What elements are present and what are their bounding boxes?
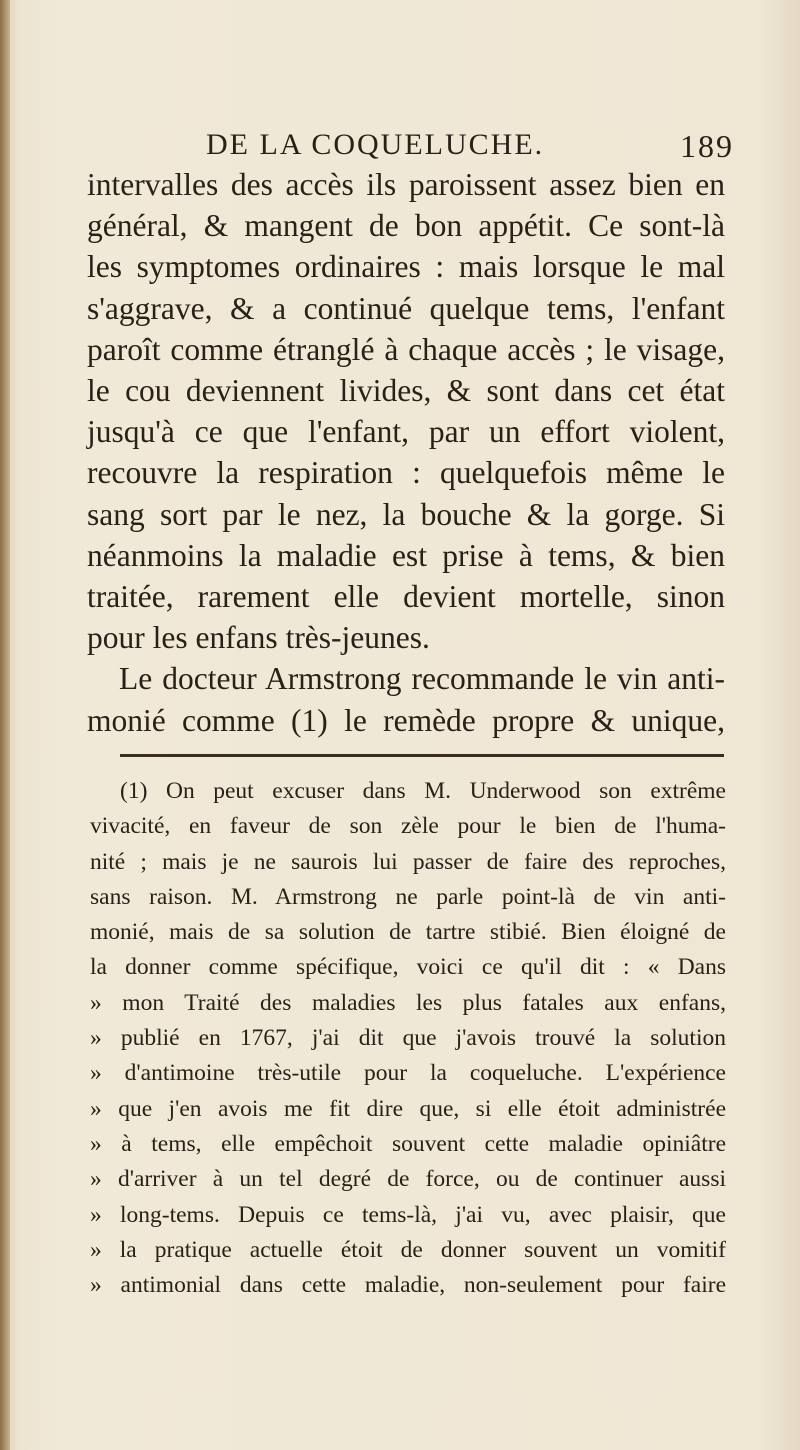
footnote-line: (1) On peut excuser dans M. Underwood son extrême [120,778,726,804]
body-line: général, & mangent de bon appétit. Ce sont-là [87,208,725,244]
footnote-rule [120,754,724,757]
body-line: le cou deviennent livides, & sont dans cet état [87,373,725,409]
footnote-line: vivacité, en faveur de son zèle pour le bien de l'huma- [90,813,726,840]
footnote-line: » antimonial dans cette maladie, non-seulement pour faire [90,1272,726,1299]
body-line: Le docteur Armstrong recommande le vin anti- [119,661,725,697]
footnote-line: » la pratique actuelle étoit de donner souvent un vomitif [90,1236,726,1263]
footnote-line: la donner comme spécifique, voici ce qu'il dit : « Dans [90,954,726,981]
footnote [90,774,726,1303]
body-line: les symptomes ordinaires : mais lorsque le mal [87,249,725,285]
body-line: sang sort par le nez, la bouche & la gorge. Si [87,496,725,532]
body-line: paroît comme étranglé à chaque accès ; le visage, [87,331,725,367]
body-line: intervalles des accès ils paroissent assez bien en [87,167,725,202]
footnote-line: » que j'en avois me fit dire que, si elle étoit administrée [90,1095,726,1122]
body-text [87,164,725,741]
footnote-line: » publié en 1767, j'ai dit que j'avois trouvé la solution [90,1025,726,1052]
page-spine-edge [0,0,10,1450]
body-line: s'aggrave, & a continué quelque tems, l'enfant [87,290,725,326]
body-line: néanmoins la maladie est prise à tems, & bien [87,537,725,573]
running-title: DE LA COQUELUCHE. [206,128,545,161]
page-header [206,128,734,168]
body-line: pour les enfans très-jeunes. [87,620,430,656]
footnote-line: » d'antimoine très-utile pour la coqueluche. L'expérience [90,1060,726,1087]
body-line: monié comme (1) le remède propre & unique, [87,702,725,738]
body-line: recouvre la respiration : quelquefois même le [87,455,725,491]
footnote-line: sans raison. M. Armstrong ne parle point-là de vin anti- [90,883,726,910]
body-line: jusqu'à ce que l'enfant, par un effort violent, [87,414,725,450]
footnote-line: » mon Traité des maladies les plus fatales aux enfans, [90,989,726,1016]
footnote-line: » à tems, elle empêchoit souvent cette maladie opiniâtre [90,1130,726,1157]
page-number: 189 [680,128,734,164]
footnote-line: nité ; mais je ne saurois lui passer de faire des reproches, [90,848,726,875]
footnote-line: » long-tems. Depuis ce tems-là, j'ai vu, avec plaisir, que [90,1201,726,1228]
footnote-line: monié, mais de sa solution de tartre stibié. Bien éloigné de [90,919,726,946]
footnote-line: » d'arriver à un tel degré de force, ou de continuer aussi [90,1166,726,1193]
body-line: traitée, rarement elle devient mortelle, sinon [87,579,725,615]
